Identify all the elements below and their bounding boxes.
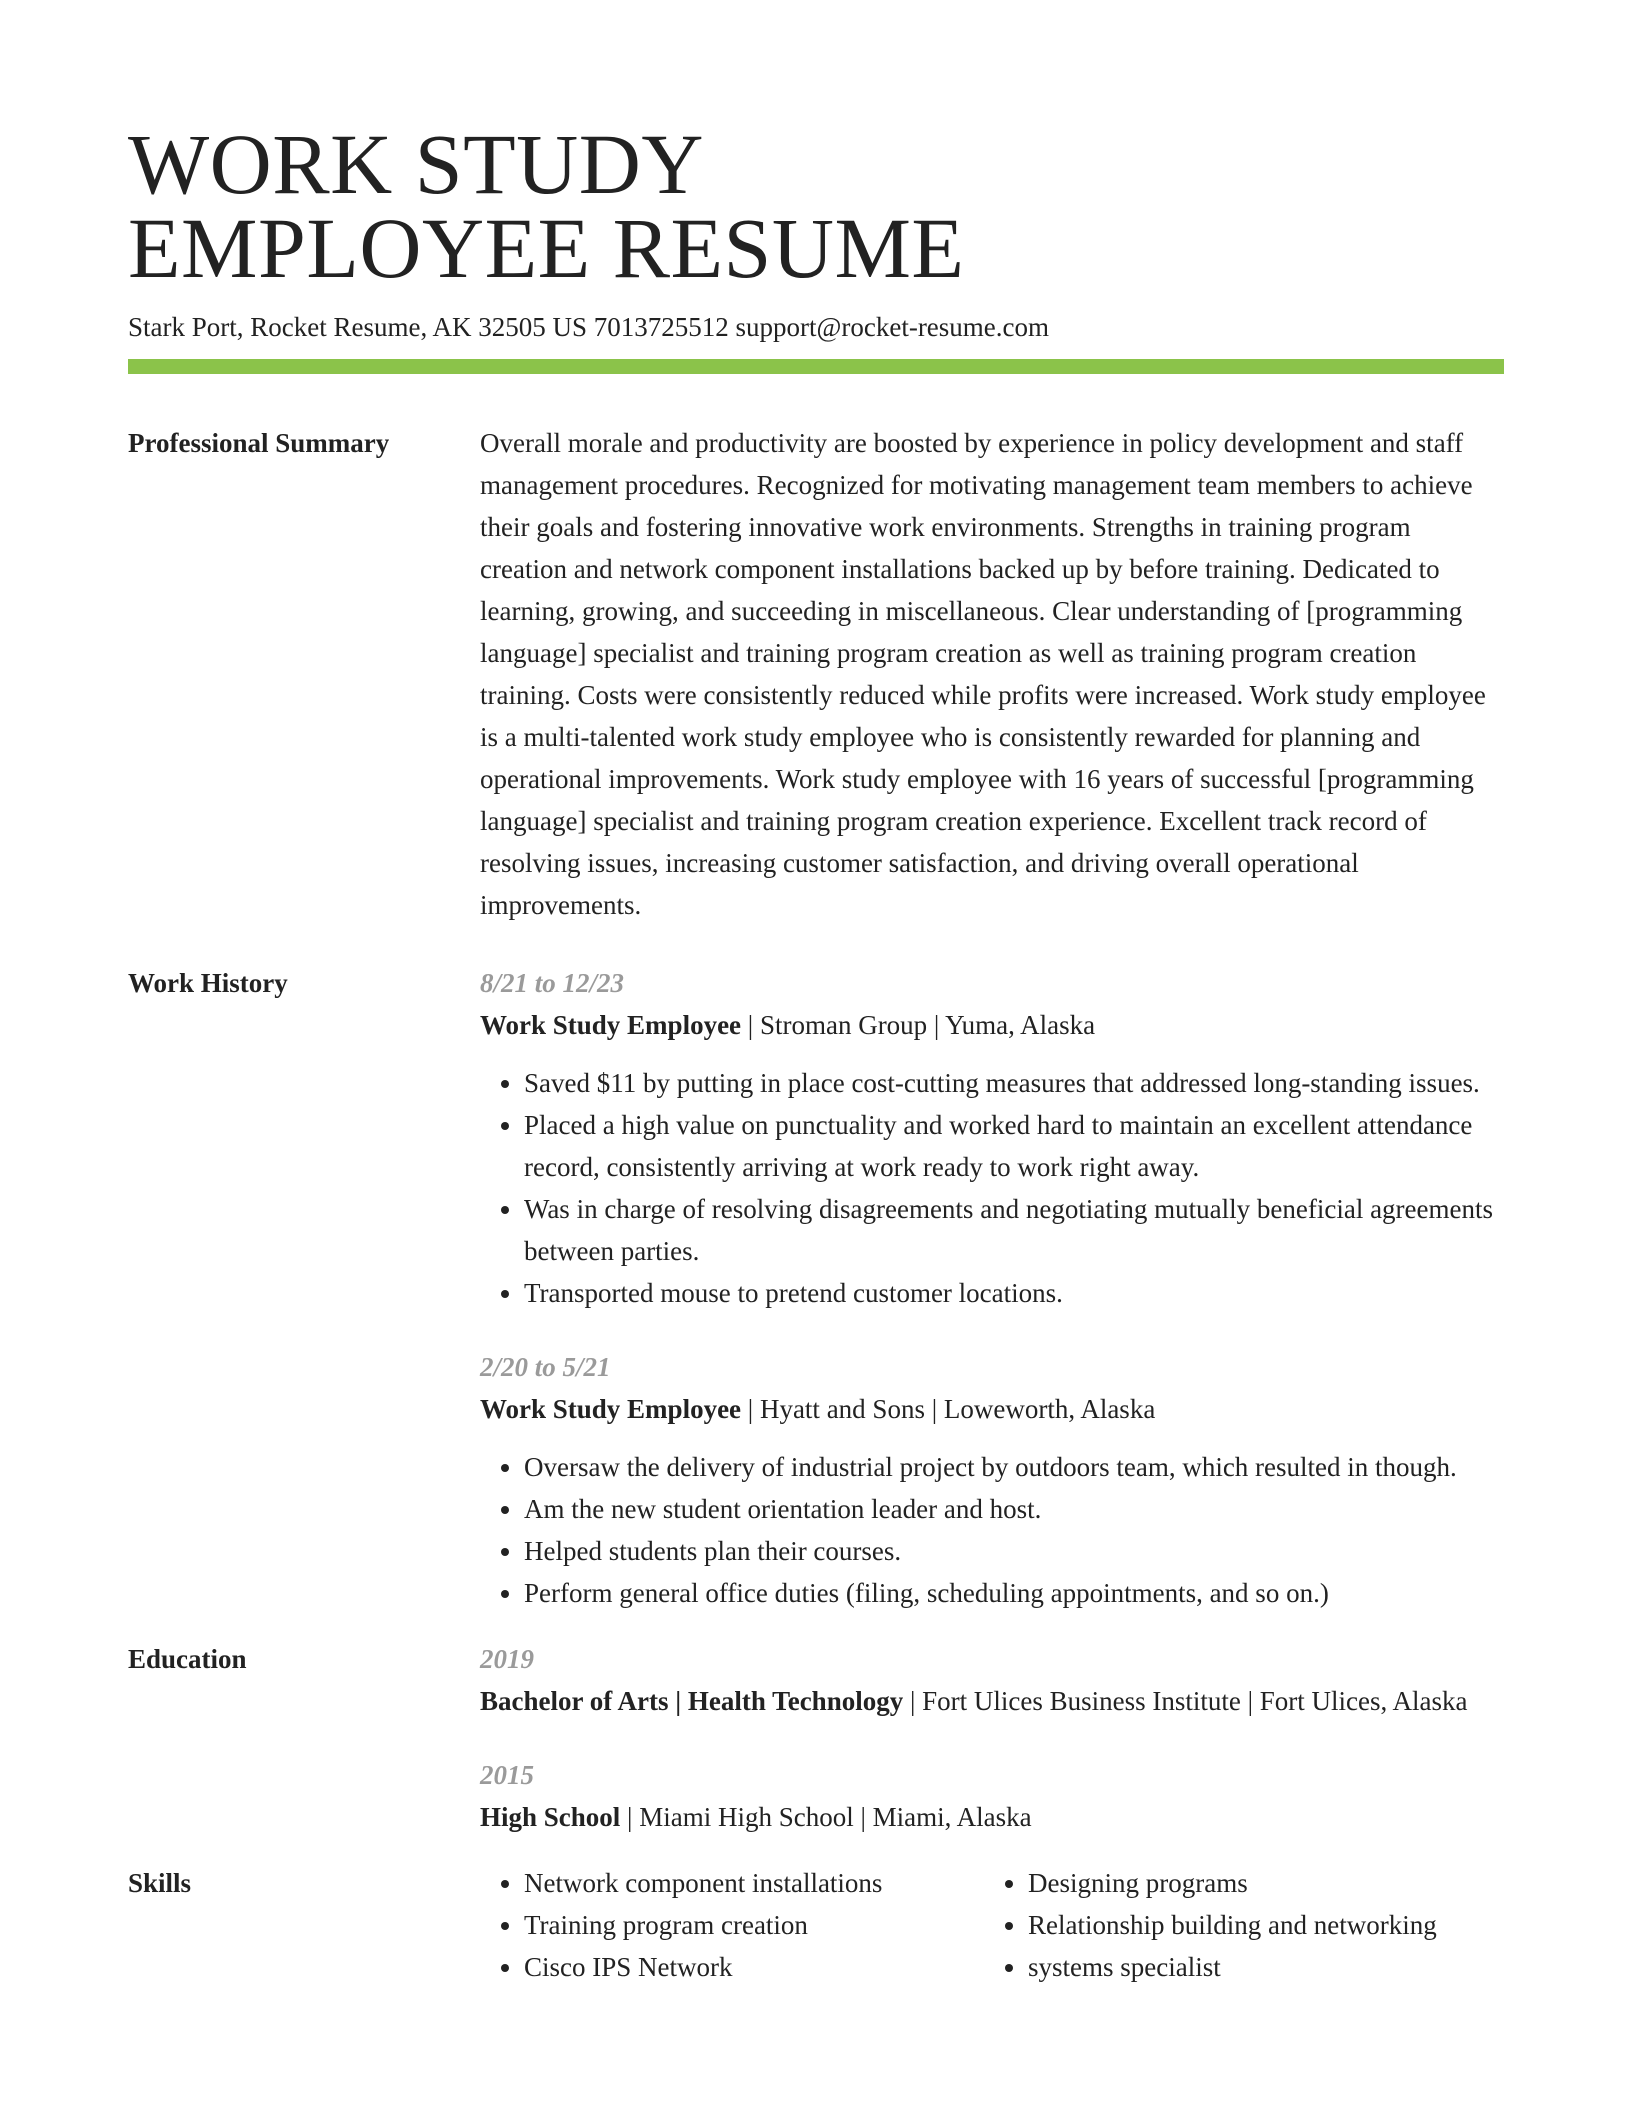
job-entry xyxy=(480,962,1504,1314)
education-degree: Bachelor of Arts | Health Technology xyxy=(480,1686,904,1716)
job-bullet: • Oversaw the delivery of industrial project by outdoors team, which resulted in though. xyxy=(524,1446,1504,1488)
job-bullet: • Perform general office duties (filing, scheduling appointments, and so on.) xyxy=(524,1572,1504,1614)
contact-email[interactable]: support@rocket-resume.com xyxy=(735,312,1050,342)
education-details: | Miami High School | Miami, Alaska xyxy=(620,1802,1032,1832)
education-heading-line xyxy=(480,1796,1504,1838)
education-heading: Education xyxy=(128,1644,247,1674)
job-entry xyxy=(480,1346,1504,1614)
job-title: Work Study Employee xyxy=(480,1010,742,1040)
education-entry xyxy=(480,1638,1504,1722)
education-section xyxy=(128,1638,1504,1838)
job-bullets xyxy=(480,1062,1504,1314)
skills-heading: Skills xyxy=(128,1868,192,1898)
work-history-body xyxy=(480,962,1504,1614)
skills-body xyxy=(480,1862,1504,1988)
education-year: 2019 xyxy=(480,1644,534,1674)
skill-item: • Network component installations xyxy=(524,1862,984,1904)
job-bullet: • Helped students plan their courses. xyxy=(524,1530,1504,1572)
job-heading xyxy=(480,1388,1504,1430)
skills-grid xyxy=(480,1862,1504,1988)
skill-item: • systems specialist xyxy=(1028,1946,1498,1988)
education-entry xyxy=(480,1754,1504,1838)
job-details: | Hyatt and Sons | Loweworth, Alaska xyxy=(741,1394,1156,1424)
job-bullet: • Am the new student orientation leader and host. xyxy=(524,1488,1504,1530)
skill-item: • Cisco IPS Network xyxy=(524,1946,984,1988)
contact-line xyxy=(128,310,1504,344)
skills-section xyxy=(128,1862,1504,1988)
work-history-heading: Work History xyxy=(128,968,288,998)
job-dates: 8/21 to 12/23 xyxy=(480,968,625,998)
skill-item: • Relationship building and networking xyxy=(1028,1904,1498,1946)
job-bullet: • Saved $11 by putting in place cost-cutting measures that addressed long-standing issues. xyxy=(524,1062,1504,1104)
skill-item: • Designing programs xyxy=(1028,1862,1498,1904)
summary-heading: Professional Summary xyxy=(128,428,390,458)
skills-column-1 xyxy=(480,1862,984,1988)
education-heading-line xyxy=(480,1680,1504,1722)
resume-page xyxy=(128,116,1504,1988)
contact-address: Stark Port, Rocket Resume, AK 32505 US xyxy=(128,312,587,342)
job-dates: 2/20 to 5/21 xyxy=(480,1352,611,1382)
education-body xyxy=(480,1638,1504,1838)
skill-item: • Training program creation xyxy=(524,1904,984,1946)
work-history-section xyxy=(128,962,1504,1614)
job-bullet: • Was in charge of resolving disagreements and negotiating mutually beneficial agreements between parties. xyxy=(524,1188,1504,1272)
job-heading xyxy=(480,1004,1504,1046)
job-bullet: • Transported mouse to pretend customer locations. xyxy=(524,1272,1504,1314)
summary-text: Overall morale and productivity are boosted by experience in policy development and staff management procedures. Recognized for motivating management team members to achieve their goals and fostering innovative work environments. Strengths in training program creation and network component installations backed up by before training. Dedicated to learning, growing, and succeeding in miscellaneous. Clear understanding of [programming language] specialist and training program creation as well as training program creation training. Costs were consistently reduced while profits were increased. Work study employee is a multi-talented work study employee who is consistently rewarded for planning and operational improvements. Work study employee with 16 years of successful [programming language] specialist and training program creation experience. Excellent track record of resolving issues, increasing customer satisfaction, and driving overall operational improvements. xyxy=(480,428,1486,920)
job-details: | Stroman Group | Yuma, Alaska xyxy=(741,1010,1096,1040)
contact-phone: 7013725512 xyxy=(593,312,729,342)
education-degree: High School xyxy=(480,1802,621,1832)
skills-column-2 xyxy=(984,1862,1498,1988)
resume-title xyxy=(128,116,1504,296)
job-bullet: • Placed a high value on punctuality and worked hard to maintain an excellent attendance record, consistently arriving at work ready to work right away. xyxy=(524,1104,1504,1188)
education-year: 2015 xyxy=(480,1760,534,1790)
header-divider xyxy=(128,359,1504,374)
resume-title-line1: WORK STUDY xyxy=(128,116,704,212)
education-details: | Fort Ulices Business Institute | Fort Ulices, Alaska xyxy=(903,1686,1468,1716)
summary-section xyxy=(128,422,1504,926)
job-title: Work Study Employee xyxy=(480,1394,742,1424)
job-bullets xyxy=(480,1446,1504,1614)
resume-title-line2: EMPLOYEE RESUME xyxy=(128,200,965,296)
